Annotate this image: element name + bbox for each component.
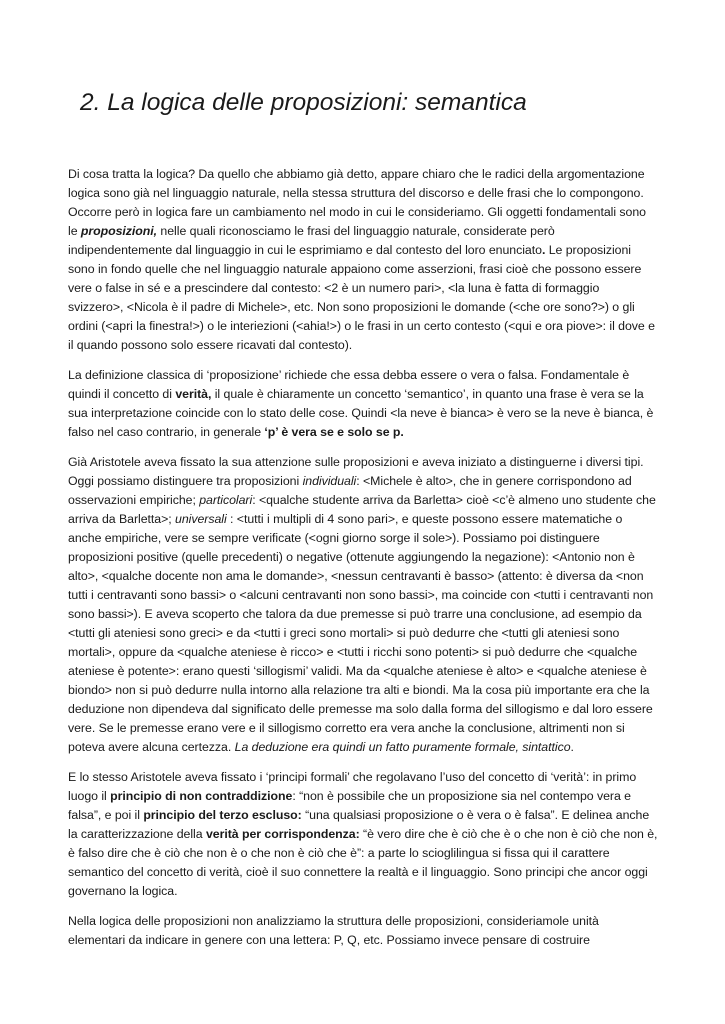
text-run: “è vero dire che è ciò che è o che non è ciò che non è, è falso dire che è ciò che non è o che non è ciò che è”: a parte lo scioglilingua si fissa qui il carattere semantico del concetto di verità, cioè il suo connettere la realtà e il linguaggio. Sono principi che ancor oggi governano la logica. <box>68 827 658 898</box>
text-run: : <qualche studente arriva da Barletta> cioè <c’è almeno uno studente che arriva da Barletta>; <box>68 493 656 526</box>
text-run: Le proposizioni sono in fondo quelle che nel linguaggio naturale appaiono come asserzioni, frasi cioè che possono essere vere o false in sé e a prescindere dal contesto: <2 è un numero pari>, <la luna è fatta di formaggio svizzero>, <Nicola è il padre di Michele>, etc. Non sono proposizioni le domande (<che ore sono?>) o gli ordini (<apri la finestra!>) o le interiezioni (<ahia!>) o le frasi in un certo contesto (<qui e ora piove>: il dove e il quando possono solo essere ricavati dal contesto). <box>68 243 655 352</box>
bold-period: . <box>541 243 546 257</box>
text-run: La definizione classica di ‘proposizione’ richiede che essa debba essere o vera o falsa. Fondamentale è quindi il concetto di <box>68 368 630 401</box>
text-run: : <Michele è alto>, che in genere corrispondono ad osservazioni empiriche; <box>68 474 632 507</box>
text-run: Nella logica delle proposizioni non analizziamo la struttura delle proposizioni, consideriamole unità elementari da indicare in genere con una lettera: P, Q, etc. Possiamo invece pensare di costruire <box>68 914 599 947</box>
paragraph-5 <box>68 912 658 950</box>
bold-non-contraddizione: principio di non contraddizione <box>110 789 293 803</box>
paragraph-2 <box>68 366 658 442</box>
page-title: 2. La logica delle proposizioni: semantica <box>80 89 527 116</box>
text-run: : <tutti i multipli di 4 sono pari>, e queste possono essere matematiche o anche empiriche, vere se sempre verificate (<ogni giorno sorge il sole>). Possiamo poi distinguere proposizioni positive (quelle precedenti) o negative (ottenute aggiungendo la negazione): <Antonio non è alto>, <qualche docente non ama le domande>, <nessun centravanti è basso> (attento: è diversa da <non tutti i centravanti sono bassi> o <alcuni centravanti non sono bassi>, ma coincide con <tutti i centravanti non sono bassi>). E aveva scoperto che talora da due premesse si può trarre una conclusione, ad esempio da <tutti gli ateniesi sono greci> e da <tutti i greci sono mortali> si può dedurre che <tutti gli ateniesi sono mortali>, oppure da <qualche ateniese è ricco> e <tutti i ricchi sono potenti> si può dedurre che <qualche ateniese è potente>: erano questi ‘sillogismi’ validi. Ma da <qualche ateniese è alto> e <qualche ateniese è biondo> non si può dedurre nulla intorno alla relazione tra alti e biondi. Ma la cosa più importante era che la deduzione non dipendeva dal significato delle premesse ma solo dalla forma del sillogismo e dal loro essere vere. Se le premesse erano vere e il sillogismo corretto era vera anche la conclusione, altrimenti non si poteva avere alcuna certezza. <box>68 512 654 754</box>
paragraph-1 <box>68 165 658 355</box>
paragraph-4 <box>68 768 658 901</box>
bold-terzo-escluso: principio del terzo escluso: <box>143 808 302 822</box>
bold-verita: verità, <box>175 387 215 401</box>
text-run: . <box>570 740 574 754</box>
bold-truth-definition: ‘p’ è vera se e solo se p. <box>264 425 404 439</box>
text-run: nelle quali riconosciamo le frasi del linguaggio naturale, considerate però indipendentemente dal linguaggio in cui le esprimiamo e dal contesto del loro enunciato <box>68 224 555 257</box>
text-run: Già Aristotele aveva fissato la sua attenzione sulle proposizioni e aveva iniziato a distinguerne i diversi tipi. Oggi possiamo distinguere tra proposizioni <box>68 455 644 488</box>
text-run: il quale è chiaramente un concetto ‘semantico’, in quanto una frase è vera se la sua interpretazione coincide con lo stato delle cose. Quindi <la neve è bianca> è vero se la neve è bianca, è falso nel caso contrario, in generale <box>68 387 654 439</box>
emphasis-proposizioni: proposizioni, <box>80 224 158 238</box>
text-run: “una qualsiasi proposizione o è vera o è falsa”. E delinea anche la caratterizzazione della <box>68 808 650 841</box>
italic-universali: universali <box>175 512 227 526</box>
document-body <box>68 165 658 961</box>
text-run: E lo stesso Aristotele aveva fissato i ‘principi formali’ che regolavano l’uso del concetto di ‘verità’: in primo luogo il <box>68 770 637 803</box>
italic-deduzione: La deduzione era quindi un fatto puramente formale, sintattico <box>234 740 571 754</box>
italic-particolari: particolari <box>199 493 253 507</box>
paragraph-3 <box>68 453 658 757</box>
text-run: : “non è possibile che un proposizione sia nel contempo vera e falsa”, e poi il <box>68 789 631 822</box>
text-run: Di cosa tratta la logica? Da quello che abbiamo già detto, appare chiaro che le radici della argomentazione logica sono già nel linguaggio naturale, nella stessa struttura del discorso e delle frasi che lo compongono. Occorre però in logica fare un cambiamento nel modo in cui le consideriamo. Gli oggetti fondamentali sono le <box>68 167 646 238</box>
bold-corrispondenza: verità per corrispondenza: <box>205 827 360 841</box>
italic-individuali: individuali <box>302 474 357 488</box>
